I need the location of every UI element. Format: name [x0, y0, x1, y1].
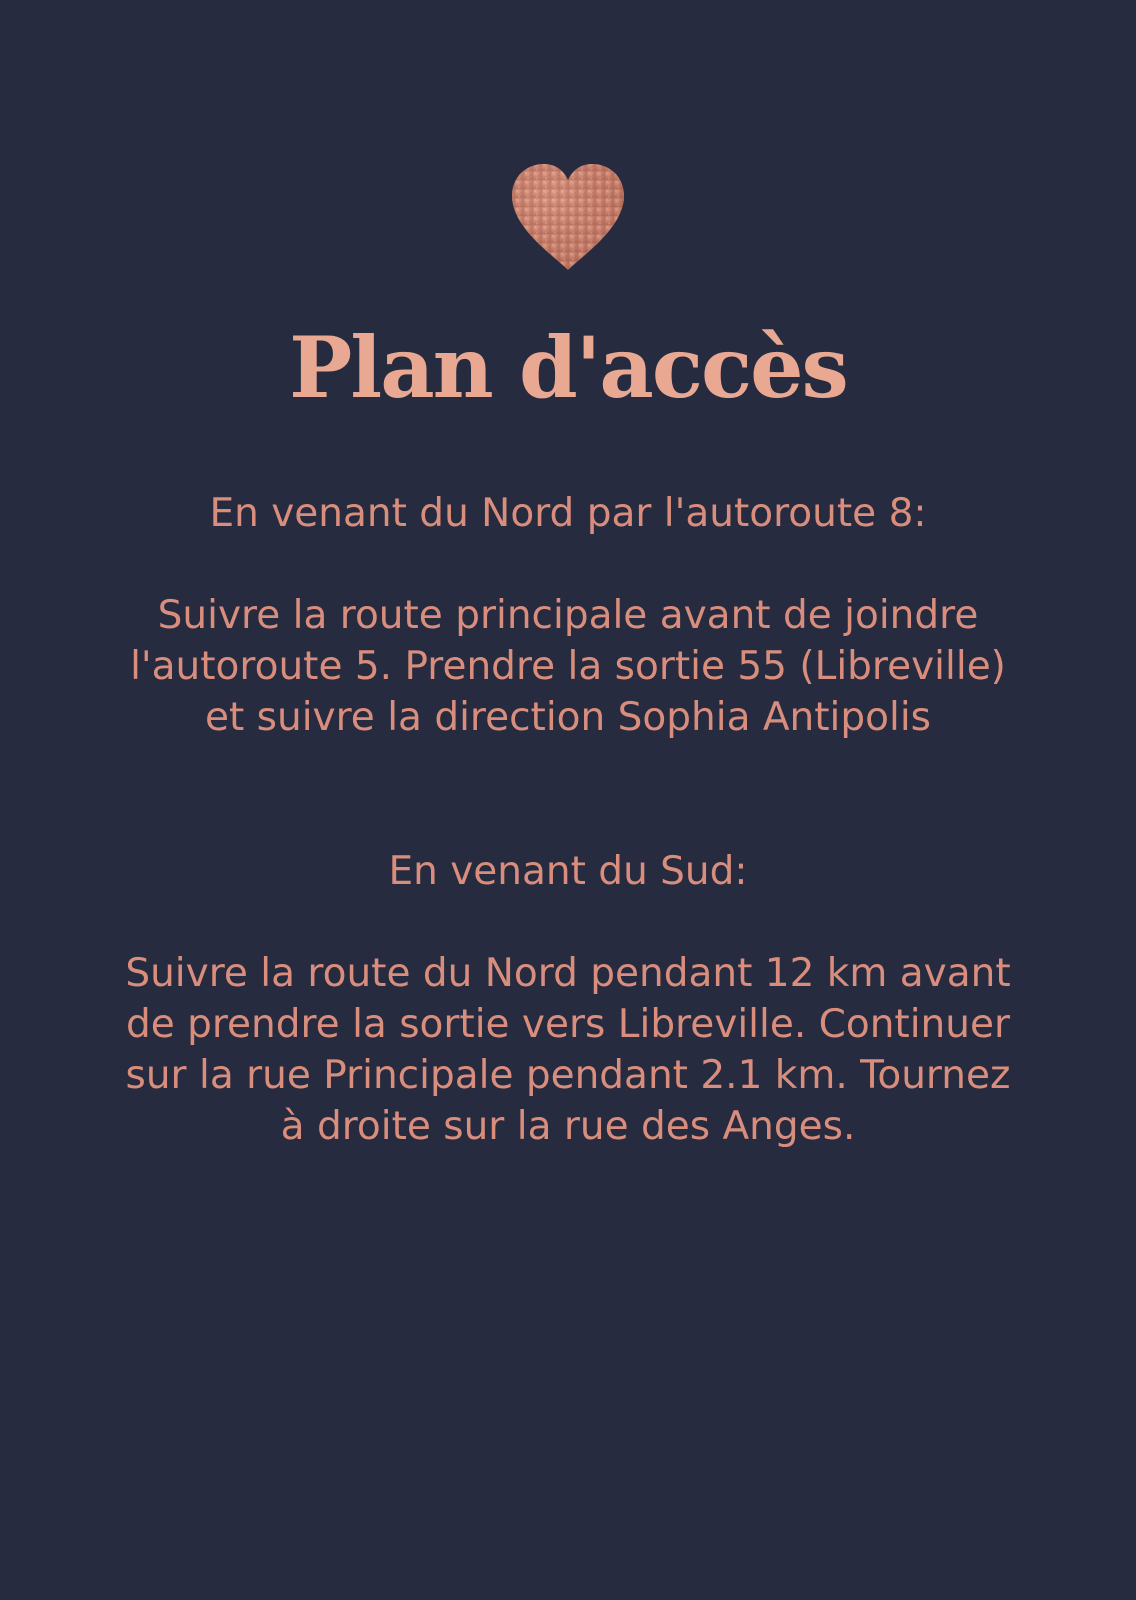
- page-title: Plan d'accès: [289, 318, 847, 417]
- south-directions-heading: En venant du Sud:: [388, 849, 748, 894]
- south-directions-text: Suivre la route du Nord pendant 12 km avant de prendre la sortie vers Libreville. Continuer sur la rue Principale pendant 2.1 km. Tournez à droite sur la rue des Anges.: [125, 951, 1011, 1149]
- north-directions-text: Suivre la route principale avant de joindre l'autoroute 5. Prendre la sortie 55 (Libreville) et suivre la direction Sophia Antipolis: [130, 593, 1006, 740]
- north-directions-heading: En venant du Nord par l'autoroute 8:: [209, 491, 927, 536]
- heart-icon: [506, 162, 630, 272]
